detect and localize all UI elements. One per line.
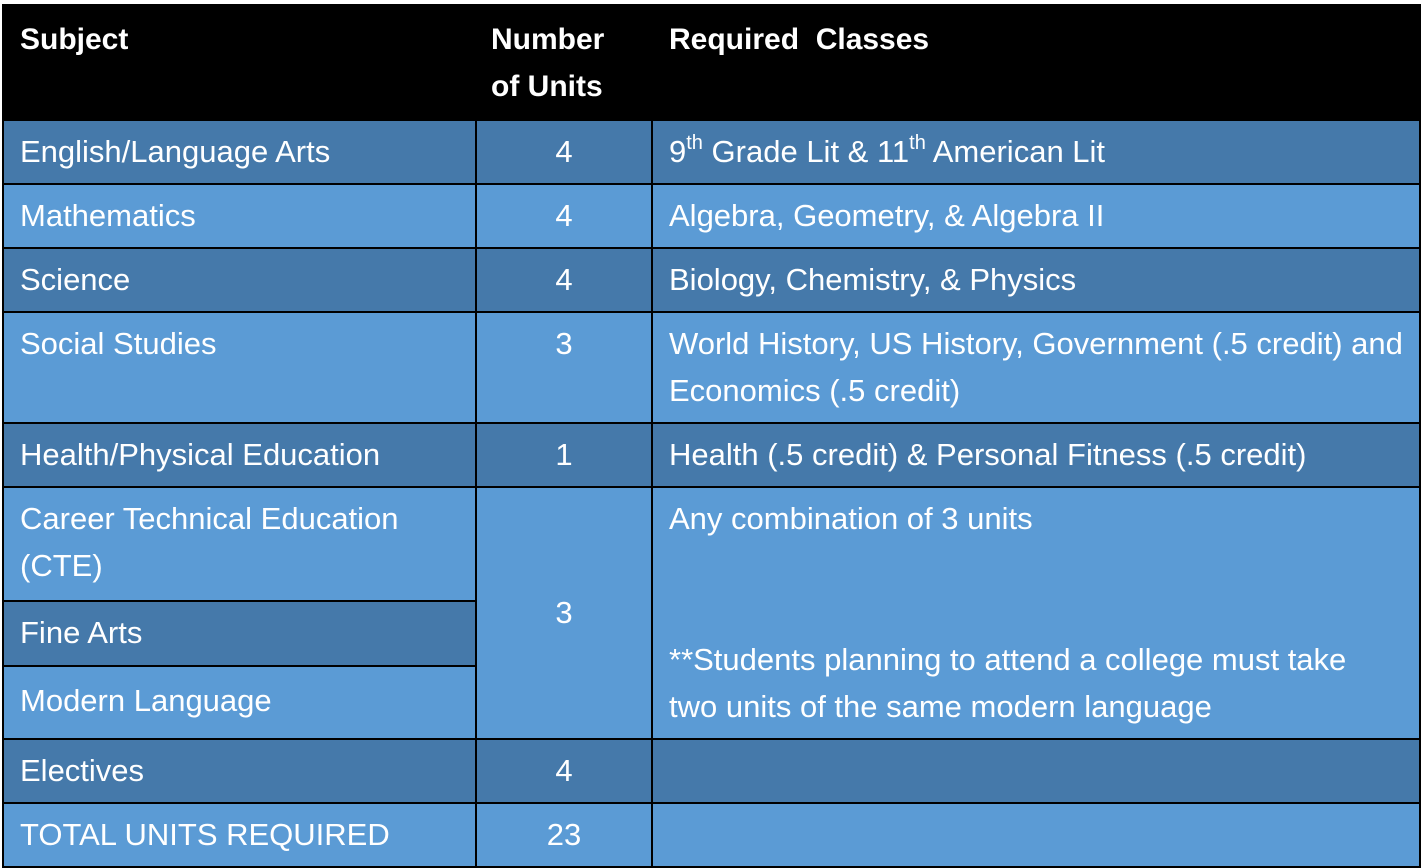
units-cell: 3 xyxy=(476,487,652,739)
units-cell: 4 xyxy=(476,184,652,248)
classes-cell: Biology, Chemistry, & Physics xyxy=(652,248,1420,312)
subject-cell: Electives xyxy=(3,739,476,803)
superscript: th xyxy=(686,131,703,154)
units-cell: 4 xyxy=(476,739,652,803)
classes-cell xyxy=(652,739,1420,803)
subject-cell: Health/Physical Education xyxy=(3,423,476,487)
header-row xyxy=(3,5,1420,120)
table-row xyxy=(3,312,1420,423)
table-row xyxy=(3,120,1420,184)
spacer xyxy=(669,542,1403,636)
subject-cell: Modern Language xyxy=(3,666,476,739)
graduation-requirements-table xyxy=(2,4,1421,868)
superscript: th xyxy=(909,131,926,154)
units-cell: 1 xyxy=(476,423,652,487)
subject-cell: TOTAL UNITS REQUIRED xyxy=(3,803,476,867)
classes-text: Grade Lit & 11 xyxy=(702,134,910,169)
units-cell: 3 xyxy=(476,312,652,423)
classes-cell xyxy=(652,120,1420,184)
subject-cell: Science xyxy=(3,248,476,312)
units-cell: 23 xyxy=(476,803,652,867)
table-row xyxy=(3,423,1420,487)
header-subject: Subject xyxy=(3,5,476,120)
classes-text: Any combination of 3 units xyxy=(669,501,1033,536)
classes-cell xyxy=(652,487,1420,739)
classes-text: American Lit xyxy=(925,134,1106,169)
subject-cell: Social Studies xyxy=(3,312,476,423)
classes-cell: Health (.5 credit) & Personal Fitness (.5 credit) xyxy=(652,423,1420,487)
table-row xyxy=(3,184,1420,248)
table-row xyxy=(3,248,1420,312)
table-row xyxy=(3,803,1420,867)
classes-cell xyxy=(652,803,1420,867)
classes-cell: World History, US History, Government (.5 credit) and Economics (.5 credit) xyxy=(652,312,1420,423)
table-row xyxy=(3,487,1420,601)
classes-text: 9 xyxy=(669,134,687,169)
subject-cell: Career Technical Education (CTE) xyxy=(3,487,476,601)
table-row xyxy=(3,739,1420,803)
subject-cell: English/Language Arts xyxy=(3,120,476,184)
header-units: Number of Units xyxy=(476,5,652,120)
units-cell: 4 xyxy=(476,120,652,184)
classes-cell: Algebra, Geometry, & Algebra II xyxy=(652,184,1420,248)
subject-cell: Fine Arts xyxy=(3,601,476,667)
college-note: **Students planning to attend a college must take two units of the same modern language xyxy=(669,642,1347,724)
header-classes: Required Classes xyxy=(652,5,1420,120)
subject-cell: Mathematics xyxy=(3,184,476,248)
units-cell: 4 xyxy=(476,248,652,312)
